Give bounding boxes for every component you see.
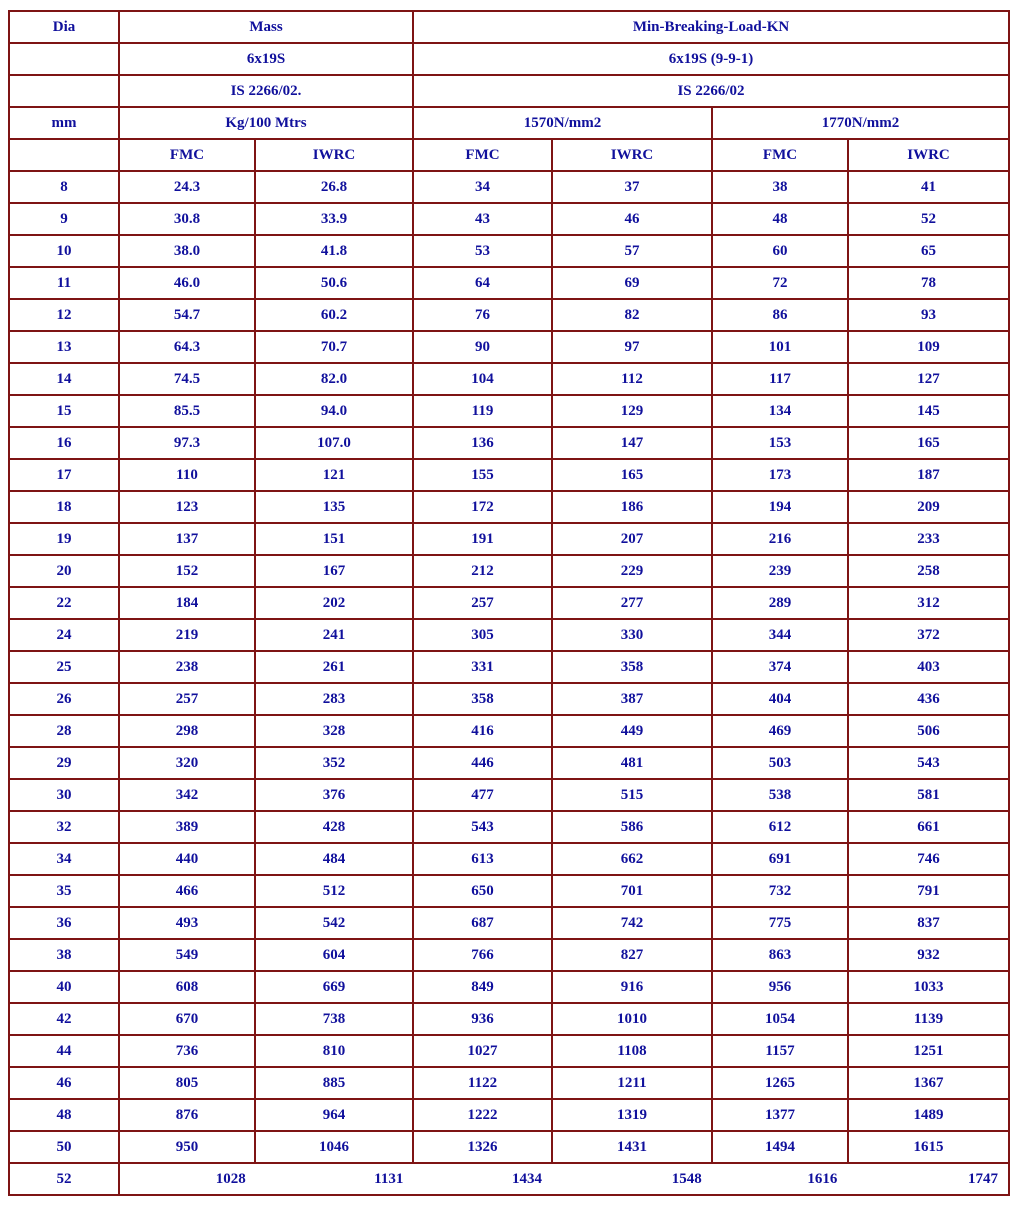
header-unit-mm: mm [9, 107, 119, 139]
value-cell: 964 [255, 1099, 413, 1131]
value-cell: 112 [552, 363, 712, 395]
dia-cell: 34 [9, 843, 119, 875]
dia-cell: 36 [9, 907, 119, 939]
value-cell: 1431 [552, 1131, 712, 1163]
value-cell: 72 [712, 267, 848, 299]
value-cell: 104 [413, 363, 552, 395]
value-cell: 202 [255, 587, 413, 619]
value-cell: 916 [552, 971, 712, 1003]
value-cell: 416 [413, 715, 552, 747]
value-cell: 34 [413, 171, 552, 203]
header-row-5 [9, 139, 1009, 171]
value-cell: 46.0 [119, 267, 255, 299]
value-cell: 123 [119, 491, 255, 523]
value-cell: 165 [848, 427, 1009, 459]
dia-cell: 28 [9, 715, 119, 747]
dia-cell: 20 [9, 555, 119, 587]
table-row [9, 843, 1009, 875]
value-cell: 512 [255, 875, 413, 907]
value-cell: 538 [712, 779, 848, 811]
value-cell: 82 [552, 299, 712, 331]
value-cell: 1122 [413, 1067, 552, 1099]
table-row [9, 235, 1009, 267]
header-breaking-construction: 6x19S (9-9-1) [413, 43, 1009, 75]
value-cell: 612 [712, 811, 848, 843]
value-cell: 78 [848, 267, 1009, 299]
value-cell: 515 [552, 779, 712, 811]
value-cell: 121 [255, 459, 413, 491]
dia-cell: 29 [9, 747, 119, 779]
value-cell: 389 [119, 811, 255, 843]
value-cell: 543 [848, 747, 1009, 779]
value-cell: 1265 [712, 1067, 848, 1099]
dia-cell: 35 [9, 875, 119, 907]
dia-cell: 40 [9, 971, 119, 1003]
header-dia: Dia [9, 11, 119, 43]
value-cell: 791 [848, 875, 1009, 907]
value-cell: 950 [119, 1131, 255, 1163]
value-cell: 167 [255, 555, 413, 587]
value-cell: 1494 [712, 1131, 848, 1163]
value-cell: 481 [552, 747, 712, 779]
value-cell: 312 [848, 587, 1009, 619]
value-cell: 662 [552, 843, 712, 875]
table-row [9, 331, 1009, 363]
table-row [9, 491, 1009, 523]
merged-values [120, 1171, 1008, 1188]
table-row [9, 875, 1009, 907]
table-row [9, 715, 1009, 747]
header-mass-construction: 6x19S [119, 43, 413, 75]
value-cell: 1046 [255, 1131, 413, 1163]
value-cell: 305 [413, 619, 552, 651]
value-cell: 165 [552, 459, 712, 491]
value-cell: 94.0 [255, 395, 413, 427]
value-cell: 117 [712, 363, 848, 395]
value-cell: 97.3 [119, 427, 255, 459]
header-core-iwrc: IWRC [848, 139, 1009, 171]
header-grade-1570: 1570N/mm2 [413, 107, 712, 139]
value-cell: 477 [413, 779, 552, 811]
table-row [9, 1035, 1009, 1067]
value-cell: 209 [848, 491, 1009, 523]
value-cell: 119 [413, 395, 552, 427]
dia-cell: 48 [9, 1099, 119, 1131]
value-cell: 586 [552, 811, 712, 843]
value-cell: 70.7 [255, 331, 413, 363]
merged-value: 1548 [671, 1170, 702, 1187]
value-cell: 732 [712, 875, 848, 907]
value-cell: 76 [413, 299, 552, 331]
value-cell: 374 [712, 651, 848, 683]
value-cell: 134 [712, 395, 848, 427]
value-cell: 469 [712, 715, 848, 747]
header-empty [9, 139, 119, 171]
value-cell: 219 [119, 619, 255, 651]
value-cell: 746 [848, 843, 1009, 875]
header-breaking-load: Min-Breaking-Load-KN [413, 11, 1009, 43]
table-row [9, 299, 1009, 331]
value-cell: 701 [552, 875, 712, 907]
value-cell: 1108 [552, 1035, 712, 1067]
header-core-fmc: FMC [413, 139, 552, 171]
value-cell: 127 [848, 363, 1009, 395]
value-cell: 613 [413, 843, 552, 875]
value-cell: 26.8 [255, 171, 413, 203]
value-cell: 503 [712, 747, 848, 779]
merged-value: 1131 [374, 1170, 404, 1187]
value-cell: 85.5 [119, 395, 255, 427]
value-cell: 238 [119, 651, 255, 683]
value-cell: 283 [255, 683, 413, 715]
value-cell: 41 [848, 171, 1009, 203]
header-row-3 [9, 75, 1009, 107]
value-cell: 428 [255, 811, 413, 843]
dia-cell: 15 [9, 395, 119, 427]
value-cell: 1377 [712, 1099, 848, 1131]
value-cell: 191 [413, 523, 552, 555]
dia-cell: 25 [9, 651, 119, 683]
value-cell: 932 [848, 939, 1009, 971]
header-row-4 [9, 107, 1009, 139]
value-cell: 936 [413, 1003, 552, 1035]
dia-cell: 12 [9, 299, 119, 331]
value-cell: 74.5 [119, 363, 255, 395]
dia-cell: 17 [9, 459, 119, 491]
merged-value: 1434 [512, 1170, 543, 1187]
value-cell: 258 [848, 555, 1009, 587]
value-cell: 1367 [848, 1067, 1009, 1099]
value-cell: 1222 [413, 1099, 552, 1131]
value-cell: 90 [413, 331, 552, 363]
value-cell: 216 [712, 523, 848, 555]
value-cell: 60 [712, 235, 848, 267]
value-cell: 33.9 [255, 203, 413, 235]
value-cell: 1319 [552, 1099, 712, 1131]
value-cell: 261 [255, 651, 413, 683]
value-cell: 82.0 [255, 363, 413, 395]
value-cell: 687 [413, 907, 552, 939]
value-cell: 608 [119, 971, 255, 1003]
value-cell: 650 [413, 875, 552, 907]
table-row [9, 1131, 1009, 1163]
value-cell: 24.3 [119, 171, 255, 203]
value-cell: 352 [255, 747, 413, 779]
value-cell: 38 [712, 171, 848, 203]
header-grade-1770: 1770N/mm2 [712, 107, 1009, 139]
table-row [9, 203, 1009, 235]
dia-cell: 19 [9, 523, 119, 555]
dia-cell: 46 [9, 1067, 119, 1099]
dia-cell: 11 [9, 267, 119, 299]
value-cell: 93 [848, 299, 1009, 331]
dia-cell: 10 [9, 235, 119, 267]
value-cell: 493 [119, 907, 255, 939]
value-cell: 186 [552, 491, 712, 523]
value-cell: 376 [255, 779, 413, 811]
value-cell: 1211 [552, 1067, 712, 1099]
table-row [9, 555, 1009, 587]
table-row [9, 459, 1009, 491]
value-cell: 194 [712, 491, 848, 523]
value-cell: 506 [848, 715, 1009, 747]
value-cell: 670 [119, 1003, 255, 1035]
dia-cell: 38 [9, 939, 119, 971]
value-cell: 344 [712, 619, 848, 651]
dia-cell: 22 [9, 587, 119, 619]
value-cell: 109 [848, 331, 1009, 363]
table-row [9, 171, 1009, 203]
value-cell: 330 [552, 619, 712, 651]
value-cell: 60.2 [255, 299, 413, 331]
value-cell: 46 [552, 203, 712, 235]
table-row-52 [9, 1163, 1009, 1195]
value-cell: 1027 [413, 1035, 552, 1067]
table-row [9, 363, 1009, 395]
header-row-2 [9, 43, 1009, 75]
merged-value: 1616 [807, 1170, 838, 1187]
value-cell: 440 [119, 843, 255, 875]
value-cell: 446 [413, 747, 552, 779]
value-cell: 151 [255, 523, 413, 555]
value-cell: 320 [119, 747, 255, 779]
value-cell: 173 [712, 459, 848, 491]
value-cell: 153 [712, 427, 848, 459]
value-cell: 97 [552, 331, 712, 363]
value-cell: 1033 [848, 971, 1009, 1003]
table-row [9, 1099, 1009, 1131]
value-cell: 1615 [848, 1131, 1009, 1163]
value-cell: 1139 [848, 1003, 1009, 1035]
value-cell: 233 [848, 523, 1009, 555]
value-cell: 837 [848, 907, 1009, 939]
value-cell: 53 [413, 235, 552, 267]
dia-cell: 13 [9, 331, 119, 363]
value-cell: 742 [552, 907, 712, 939]
dia-cell: 50 [9, 1131, 119, 1163]
value-cell: 107.0 [255, 427, 413, 459]
table-row [9, 939, 1009, 971]
value-cell: 885 [255, 1067, 413, 1099]
value-cell: 50.6 [255, 267, 413, 299]
value-cell: 542 [255, 907, 413, 939]
header-mass-unit: Kg/100 Mtrs [119, 107, 413, 139]
header-mass: Mass [119, 11, 413, 43]
value-cell: 298 [119, 715, 255, 747]
value-cell: 37 [552, 171, 712, 203]
value-cell: 229 [552, 555, 712, 587]
dia-cell: 18 [9, 491, 119, 523]
table-row [9, 907, 1009, 939]
value-cell: 604 [255, 939, 413, 971]
value-cell: 466 [119, 875, 255, 907]
value-cell: 64 [413, 267, 552, 299]
value-cell: 136 [413, 427, 552, 459]
value-cell: 775 [712, 907, 848, 939]
table-row [9, 1067, 1009, 1099]
header-breaking-standard: IS 2266/02 [413, 75, 1009, 107]
value-cell: 805 [119, 1067, 255, 1099]
value-cell: 1054 [712, 1003, 848, 1035]
value-cell: 212 [413, 555, 552, 587]
table-row [9, 619, 1009, 651]
value-cell: 135 [255, 491, 413, 523]
dia-cell: 42 [9, 1003, 119, 1035]
value-cell: 449 [552, 715, 712, 747]
value-cell: 52 [848, 203, 1009, 235]
value-cell: 69 [552, 267, 712, 299]
value-cell: 1157 [712, 1035, 848, 1067]
table-row [9, 651, 1009, 683]
value-cell: 863 [712, 939, 848, 971]
value-cell: 669 [255, 971, 413, 1003]
value-cell: 30.8 [119, 203, 255, 235]
value-cell: 1326 [413, 1131, 552, 1163]
value-cell: 358 [552, 651, 712, 683]
dia-cell: 52 [9, 1163, 119, 1195]
value-cell: 65 [848, 235, 1009, 267]
table-row [9, 811, 1009, 843]
table-row [9, 523, 1009, 555]
table-row [9, 267, 1009, 299]
header-mass-standard: IS 2266/02. [119, 75, 413, 107]
merged-value: 1747 [968, 1170, 999, 1187]
value-cell: 277 [552, 587, 712, 619]
value-cell: 54.7 [119, 299, 255, 331]
header-row-1 [9, 11, 1009, 43]
value-cell: 1489 [848, 1099, 1009, 1131]
header-core-fmc: FMC [119, 139, 255, 171]
value-cell: 145 [848, 395, 1009, 427]
header-core-iwrc: IWRC [552, 139, 712, 171]
table-row [9, 971, 1009, 1003]
header-core-fmc: FMC [712, 139, 848, 171]
value-cell: 172 [413, 491, 552, 523]
value-cell: 736 [119, 1035, 255, 1067]
value-cell: 152 [119, 555, 255, 587]
rope-spec-table [8, 10, 1010, 1196]
value-cell: 404 [712, 683, 848, 715]
table-row [9, 395, 1009, 427]
value-cell: 738 [255, 1003, 413, 1035]
value-cell: 137 [119, 523, 255, 555]
value-cell: 289 [712, 587, 848, 619]
value-cell: 41.8 [255, 235, 413, 267]
table-row [9, 747, 1009, 779]
value-cell: 48 [712, 203, 848, 235]
value-cell: 331 [413, 651, 552, 683]
value-cell: 403 [848, 651, 1009, 683]
value-cell: 1010 [552, 1003, 712, 1035]
table-row [9, 1003, 1009, 1035]
dia-cell: 30 [9, 779, 119, 811]
value-cell: 876 [119, 1099, 255, 1131]
value-cell: 328 [255, 715, 413, 747]
value-cell: 257 [119, 683, 255, 715]
value-cell: 38.0 [119, 235, 255, 267]
value-cell: 387 [552, 683, 712, 715]
value-cell: 147 [552, 427, 712, 459]
dia-cell: 14 [9, 363, 119, 395]
value-cell: 436 [848, 683, 1009, 715]
value-cell: 581 [848, 779, 1009, 811]
dia-cell: 24 [9, 619, 119, 651]
value-cell: 956 [712, 971, 848, 1003]
value-cell: 849 [413, 971, 552, 1003]
value-cell: 691 [712, 843, 848, 875]
data-rows [9, 171, 1009, 1163]
value-cell: 110 [119, 459, 255, 491]
value-cell: 57 [552, 235, 712, 267]
value-cell: 827 [552, 939, 712, 971]
value-cell: 184 [119, 587, 255, 619]
value-cell: 372 [848, 619, 1009, 651]
value-cell: 549 [119, 939, 255, 971]
value-cell: 241 [255, 619, 413, 651]
value-cell: 86 [712, 299, 848, 331]
value-cell: 1251 [848, 1035, 1009, 1067]
value-cell: 484 [255, 843, 413, 875]
value-cell: 155 [413, 459, 552, 491]
value-cell: 101 [712, 331, 848, 363]
dia-cell: 16 [9, 427, 119, 459]
header-empty [9, 75, 119, 107]
value-cell: 342 [119, 779, 255, 811]
merged-value: 1028 [215, 1170, 246, 1187]
merged-values-cell [119, 1163, 1009, 1195]
value-cell: 239 [712, 555, 848, 587]
header-core-iwrc: IWRC [255, 139, 413, 171]
value-cell: 766 [413, 939, 552, 971]
table-row [9, 779, 1009, 811]
value-cell: 187 [848, 459, 1009, 491]
value-cell: 257 [413, 587, 552, 619]
value-cell: 64.3 [119, 331, 255, 363]
table-row [9, 587, 1009, 619]
table-row [9, 683, 1009, 715]
value-cell: 207 [552, 523, 712, 555]
value-cell: 810 [255, 1035, 413, 1067]
value-cell: 43 [413, 203, 552, 235]
dia-cell: 32 [9, 811, 119, 843]
value-cell: 358 [413, 683, 552, 715]
dia-cell: 44 [9, 1035, 119, 1067]
value-cell: 661 [848, 811, 1009, 843]
table-row [9, 427, 1009, 459]
value-cell: 543 [413, 811, 552, 843]
dia-cell: 9 [9, 203, 119, 235]
dia-cell: 8 [9, 171, 119, 203]
header-empty [9, 43, 119, 75]
dia-cell: 26 [9, 683, 119, 715]
value-cell: 129 [552, 395, 712, 427]
